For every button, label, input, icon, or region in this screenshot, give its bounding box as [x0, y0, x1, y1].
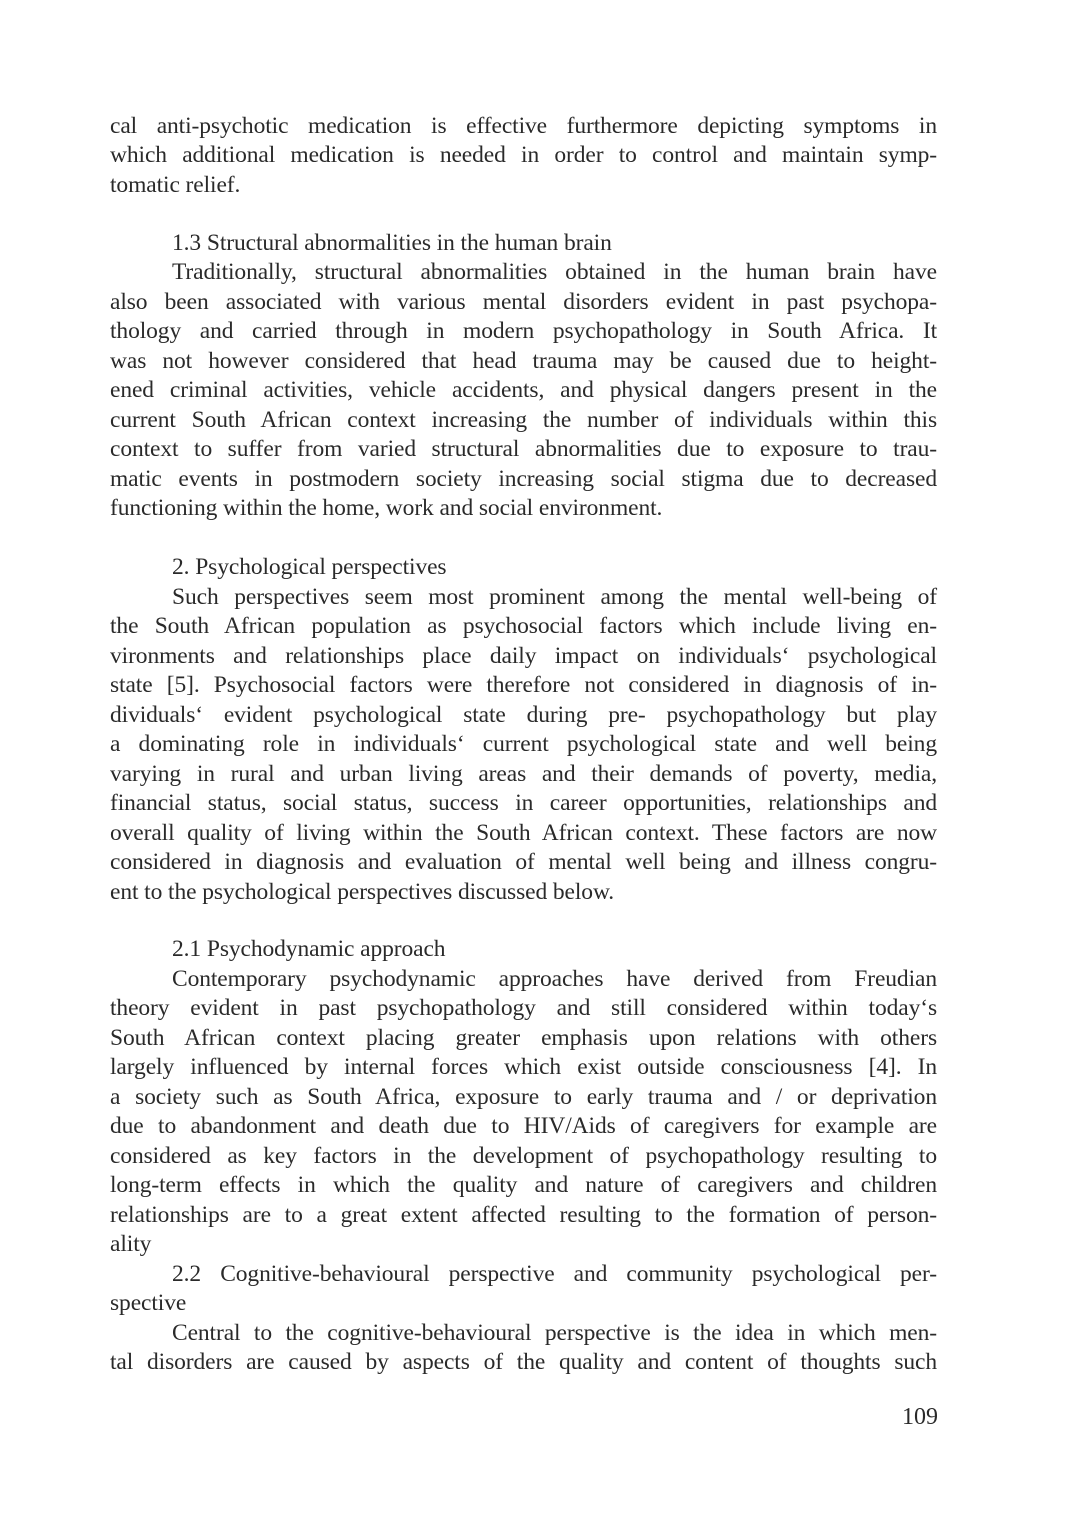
page-number: 109: [902, 1404, 938, 1430]
paragraph-line: a society such as South Africa, exposure to early trauma and / or deprivation: [110, 1084, 937, 1110]
section-heading-2: 2. Psychological perspectives: [172, 554, 447, 580]
paragraph-line: also been associated with various mental disorders evident in past psychopa-: [110, 289, 937, 315]
paragraph-line: ent to the psychological perspectives discussed below.: [110, 879, 615, 905]
paragraph-line: current South African context increasing the number of individuals within this: [110, 407, 937, 433]
paragraph-line: relationships are to a great extent affected resulting to the formation of person-: [110, 1202, 937, 1228]
paragraph-line: tal disorders are caused by aspects of the quality and content of thoughts such: [110, 1349, 937, 1375]
paragraph-line: matic events in postmodern society increasing social stigma due to decreased: [110, 466, 937, 492]
paragraph-line: was not however considered that head trauma may be caused due to height-: [110, 348, 937, 374]
paragraph-line: a dominating role in individuals‘ current psychological state and well being: [110, 731, 937, 757]
section-heading-1-3: 1.3 Structural abnormalities in the human brain: [172, 230, 612, 256]
paragraph-line: tomatic relief.: [110, 172, 241, 198]
paragraph-line: varying in rural and urban living areas and their demands of poverty, media,: [110, 761, 937, 787]
paragraph-line: which additional medication is needed in order to control and maintain symp-: [110, 142, 937, 168]
paragraph-line: Such perspectives seem most prominent among the mental well-being of: [172, 584, 937, 610]
paragraph-line: South African context placing greater emphasis upon relations with others: [110, 1025, 937, 1051]
paragraph-line: long-term effects in which the quality and nature of caregivers and children: [110, 1172, 937, 1198]
paragraph-line: thology and carried through in modern psychopathology in South Africa. It: [110, 318, 937, 344]
paragraph-line: cal anti-psychotic medication is effective furthermore depicting symptoms in: [110, 113, 937, 139]
paragraph-line: dividuals‘ evident psychological state during pre- psychopathology but play: [110, 702, 937, 728]
paragraph-line: state [5]. Psychosocial factors were therefore not considered in diagnosis of in-: [110, 672, 937, 698]
paragraph-line: theory evident in past psychopathology and still considered within today‘s: [110, 995, 937, 1021]
paragraph-line: considered as key factors in the development of psychopathology resulting to: [110, 1143, 937, 1169]
paragraph-line: Central to the cognitive-behavioural perspective is the idea in which men-: [172, 1320, 937, 1346]
paragraph-line: ened criminal activities, vehicle accidents, and physical dangers present in the: [110, 377, 937, 403]
paragraph-line: vironments and relationships place daily impact on individuals‘ psychological: [110, 643, 937, 669]
paragraph-line: Contemporary psychodynamic approaches have derived from Freudian: [172, 966, 937, 992]
paragraph-line: largely influenced by internal forces which exist outside consciousness [4]. In: [110, 1054, 937, 1080]
section-heading-2-1: 2.1 Psychodynamic approach: [172, 936, 446, 962]
paragraph-line: the South African population as psychosocial factors which include living en-: [110, 613, 937, 639]
paragraph-line: financial status, social status, success in career opportunities, relationships and: [110, 790, 937, 816]
paragraph-line: considered in diagnosis and evaluation of mental well being and illness congru-: [110, 849, 937, 875]
section-heading-2-2: 2.2 Cognitive-behavioural perspective and community psychological per-: [172, 1261, 937, 1287]
paragraph-line: due to abandonment and death due to HIV/Aids of caregivers for example are: [110, 1113, 937, 1139]
paragraph-line: context to suffer from varied structural abnormalities due to exposure to trau-: [110, 436, 937, 462]
paragraph-line: Traditionally, structural abnormalities obtained in the human brain have: [172, 259, 937, 285]
paragraph-line: functioning within the home, work and social environment.: [110, 495, 663, 521]
paragraph-line: ality: [110, 1231, 152, 1257]
section-heading-2-2-continued: spective: [110, 1290, 187, 1316]
paragraph-line: overall quality of living within the South African context. These factors are now: [110, 820, 937, 846]
